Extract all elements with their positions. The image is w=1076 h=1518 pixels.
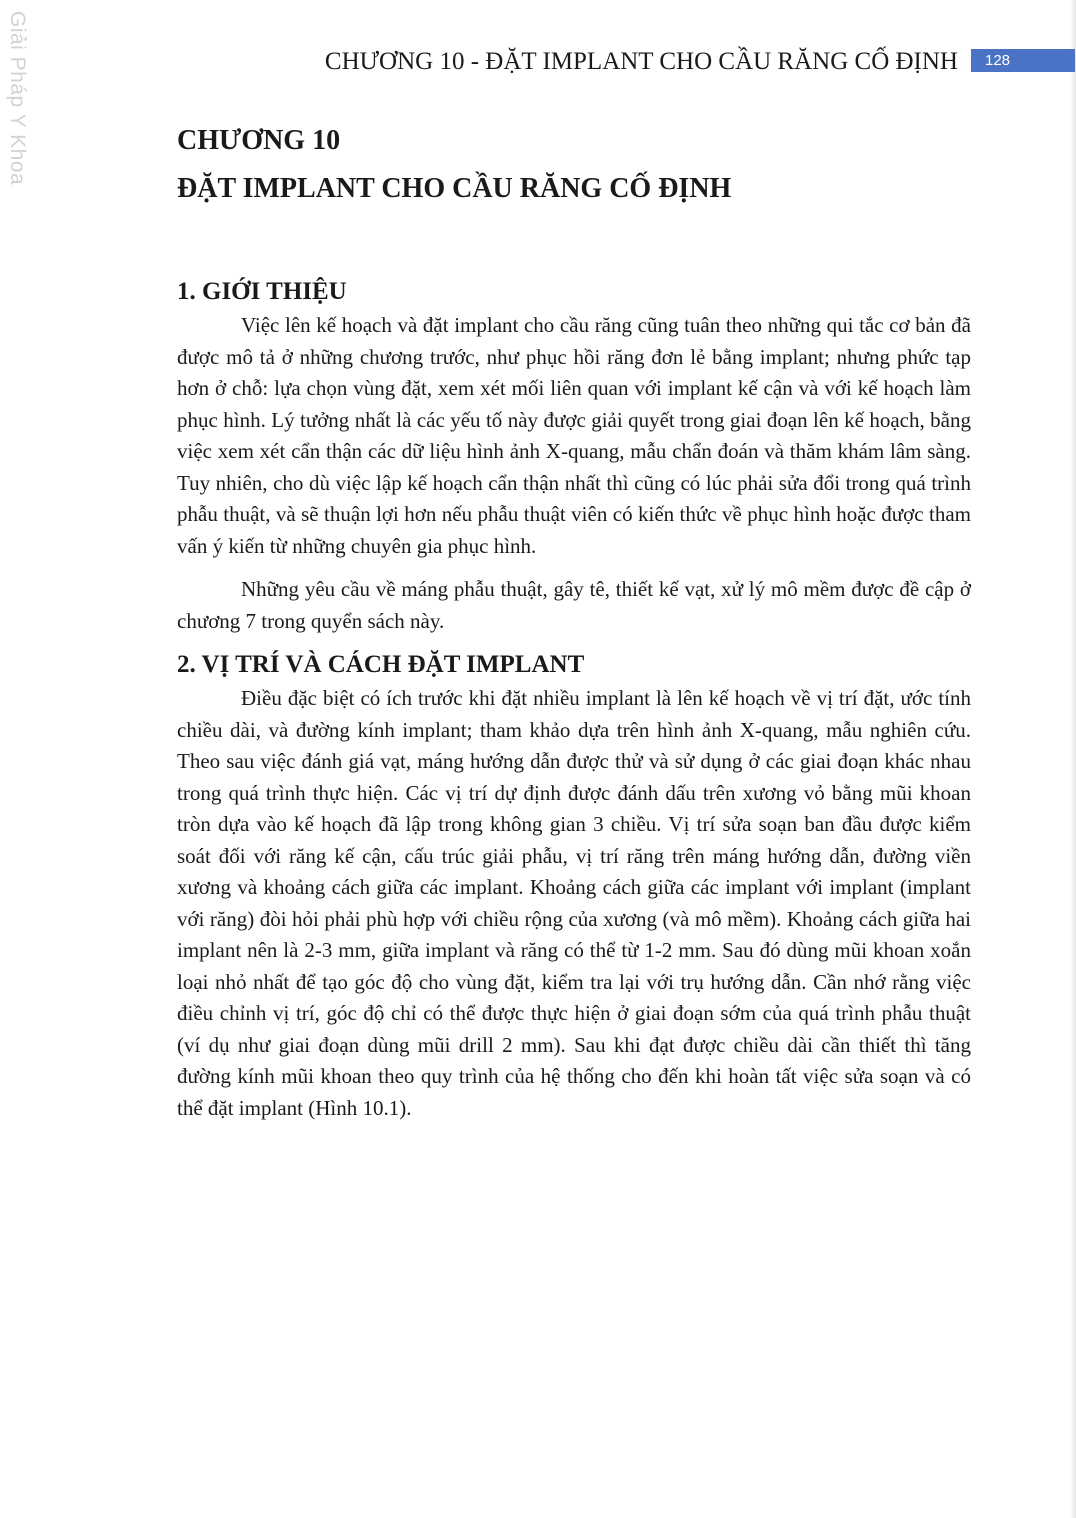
page-number-badge: 128 [971, 49, 1075, 72]
paragraph: Điều đặc biệt có ích trước khi đặt nhiều implant là lên kế hoạch về vị trí đặt, ước tính chiều dài, và đường kính implant; tham khảo dựa trên hình ảnh X-quang, mẫu nghiên cứu. Theo sau việc đánh giá vạt, máng hướng dẫn được thử và sử dụng ở các giai đoạn khác nhau trong quá trình thực hiện. Các vị trí dự định được đánh dấu trên xương vỏ bằng mũi khoan tròn dựa vào kế hoạch đã lập trong không gian 3 chiều. Vị trí sửa soạn ban đầu được kiểm soát đối với răng kế cận, cấu trúc giải phẫu, vị trí răng trên máng hướng dẫn, đường viền xương và khoảng cách giữa các implant. Khoảng cách giữa các implant với implant (implant với răng) đòi hỏi phải phù hợp với chiều rộng của xương (và mô mềm). Khoảng cách giữa hai implant nên là 2-3 mm, giữa implant và răng có thể từ 1-2 mm. Sau đó dùng mũi khoan xoắn loại nhỏ nhất để tạo góc độ cho vùng đặt, kiểm tra lại với trụ hướng dẫn. Cần nhớ rằng việc điều chỉnh vị trí, góc độ chỉ có thể được thực hiện ở giai đoạn sớm của quá trình phẫu thuật (ví dụ như giai đoạn dùng mũi drill 2 mm). Sau khi đạt được chiều dài cần thiết thì tăng đường kính mũi khoan theo quy trình của hệ thống cho đến khi hoàn tất việc sửa soạn và có thể đặt implant (Hình 10.1). [177, 686, 971, 1120]
chapter-title: ĐẶT IMPLANT CHO CẦU RĂNG CỐ ĐỊNH [177, 173, 732, 204]
watermark: Giải Pháp Y Khoa [6, 11, 29, 186]
section-heading-intro: 1. GIỚI THIỆU [177, 278, 347, 305]
chapter-label: CHƯƠNG 10 [177, 125, 341, 156]
paragraph: Việc lên kế hoạch và đặt implant cho cầu răng cũng tuân theo những qui tắc cơ bản đã được mô tả ở những chương trước, như phục hồi răng đơn lẻ bằng implant; nhưng phức tạp hơn ở chỗ: lựa chọn vùng đặt, xem xét mối liên quan với implant kế cận và với kế hoạch làm phục hình. Lý tưởng nhất là các yếu tố này được giải quyết trong giai đoạn lên kế hoạch, bằng việc xem xét cẩn thận các dữ liệu hình ảnh X-quang, mẫu chẩn đoán và thăm khám lâm sàng. Tuy nhiên, cho dù việc lập kế hoạch cẩn thận nhất thì cũng có lúc phải sửa đổi trong quá trình phẫu thuật, và sẽ thuận lợi hơn nếu phẫu thuật viên có kiến thức về phục hình hoặc được tham vấn ý kiến từ những chuyên gia phục hình. [177, 313, 971, 558]
section-heading-placement: 2. VỊ TRÍ VÀ CÁCH ĐẶT IMPLANT [177, 651, 585, 678]
paragraph: Những yêu cầu về máng phẫu thuật, gây tê, thiết kế vạt, xử lý mô mềm được đề cập ở chương 7 trong quyển sách này. [177, 577, 971, 633]
running-header [180, 45, 1075, 79]
running-header-title: CHƯƠNG 10 - ĐẶT IMPLANT CHO CẦU RĂNG CỐ ĐỊNH [324, 48, 958, 75]
page-edge-shadow [1070, 0, 1076, 1518]
page-content [177, 120, 971, 1124]
